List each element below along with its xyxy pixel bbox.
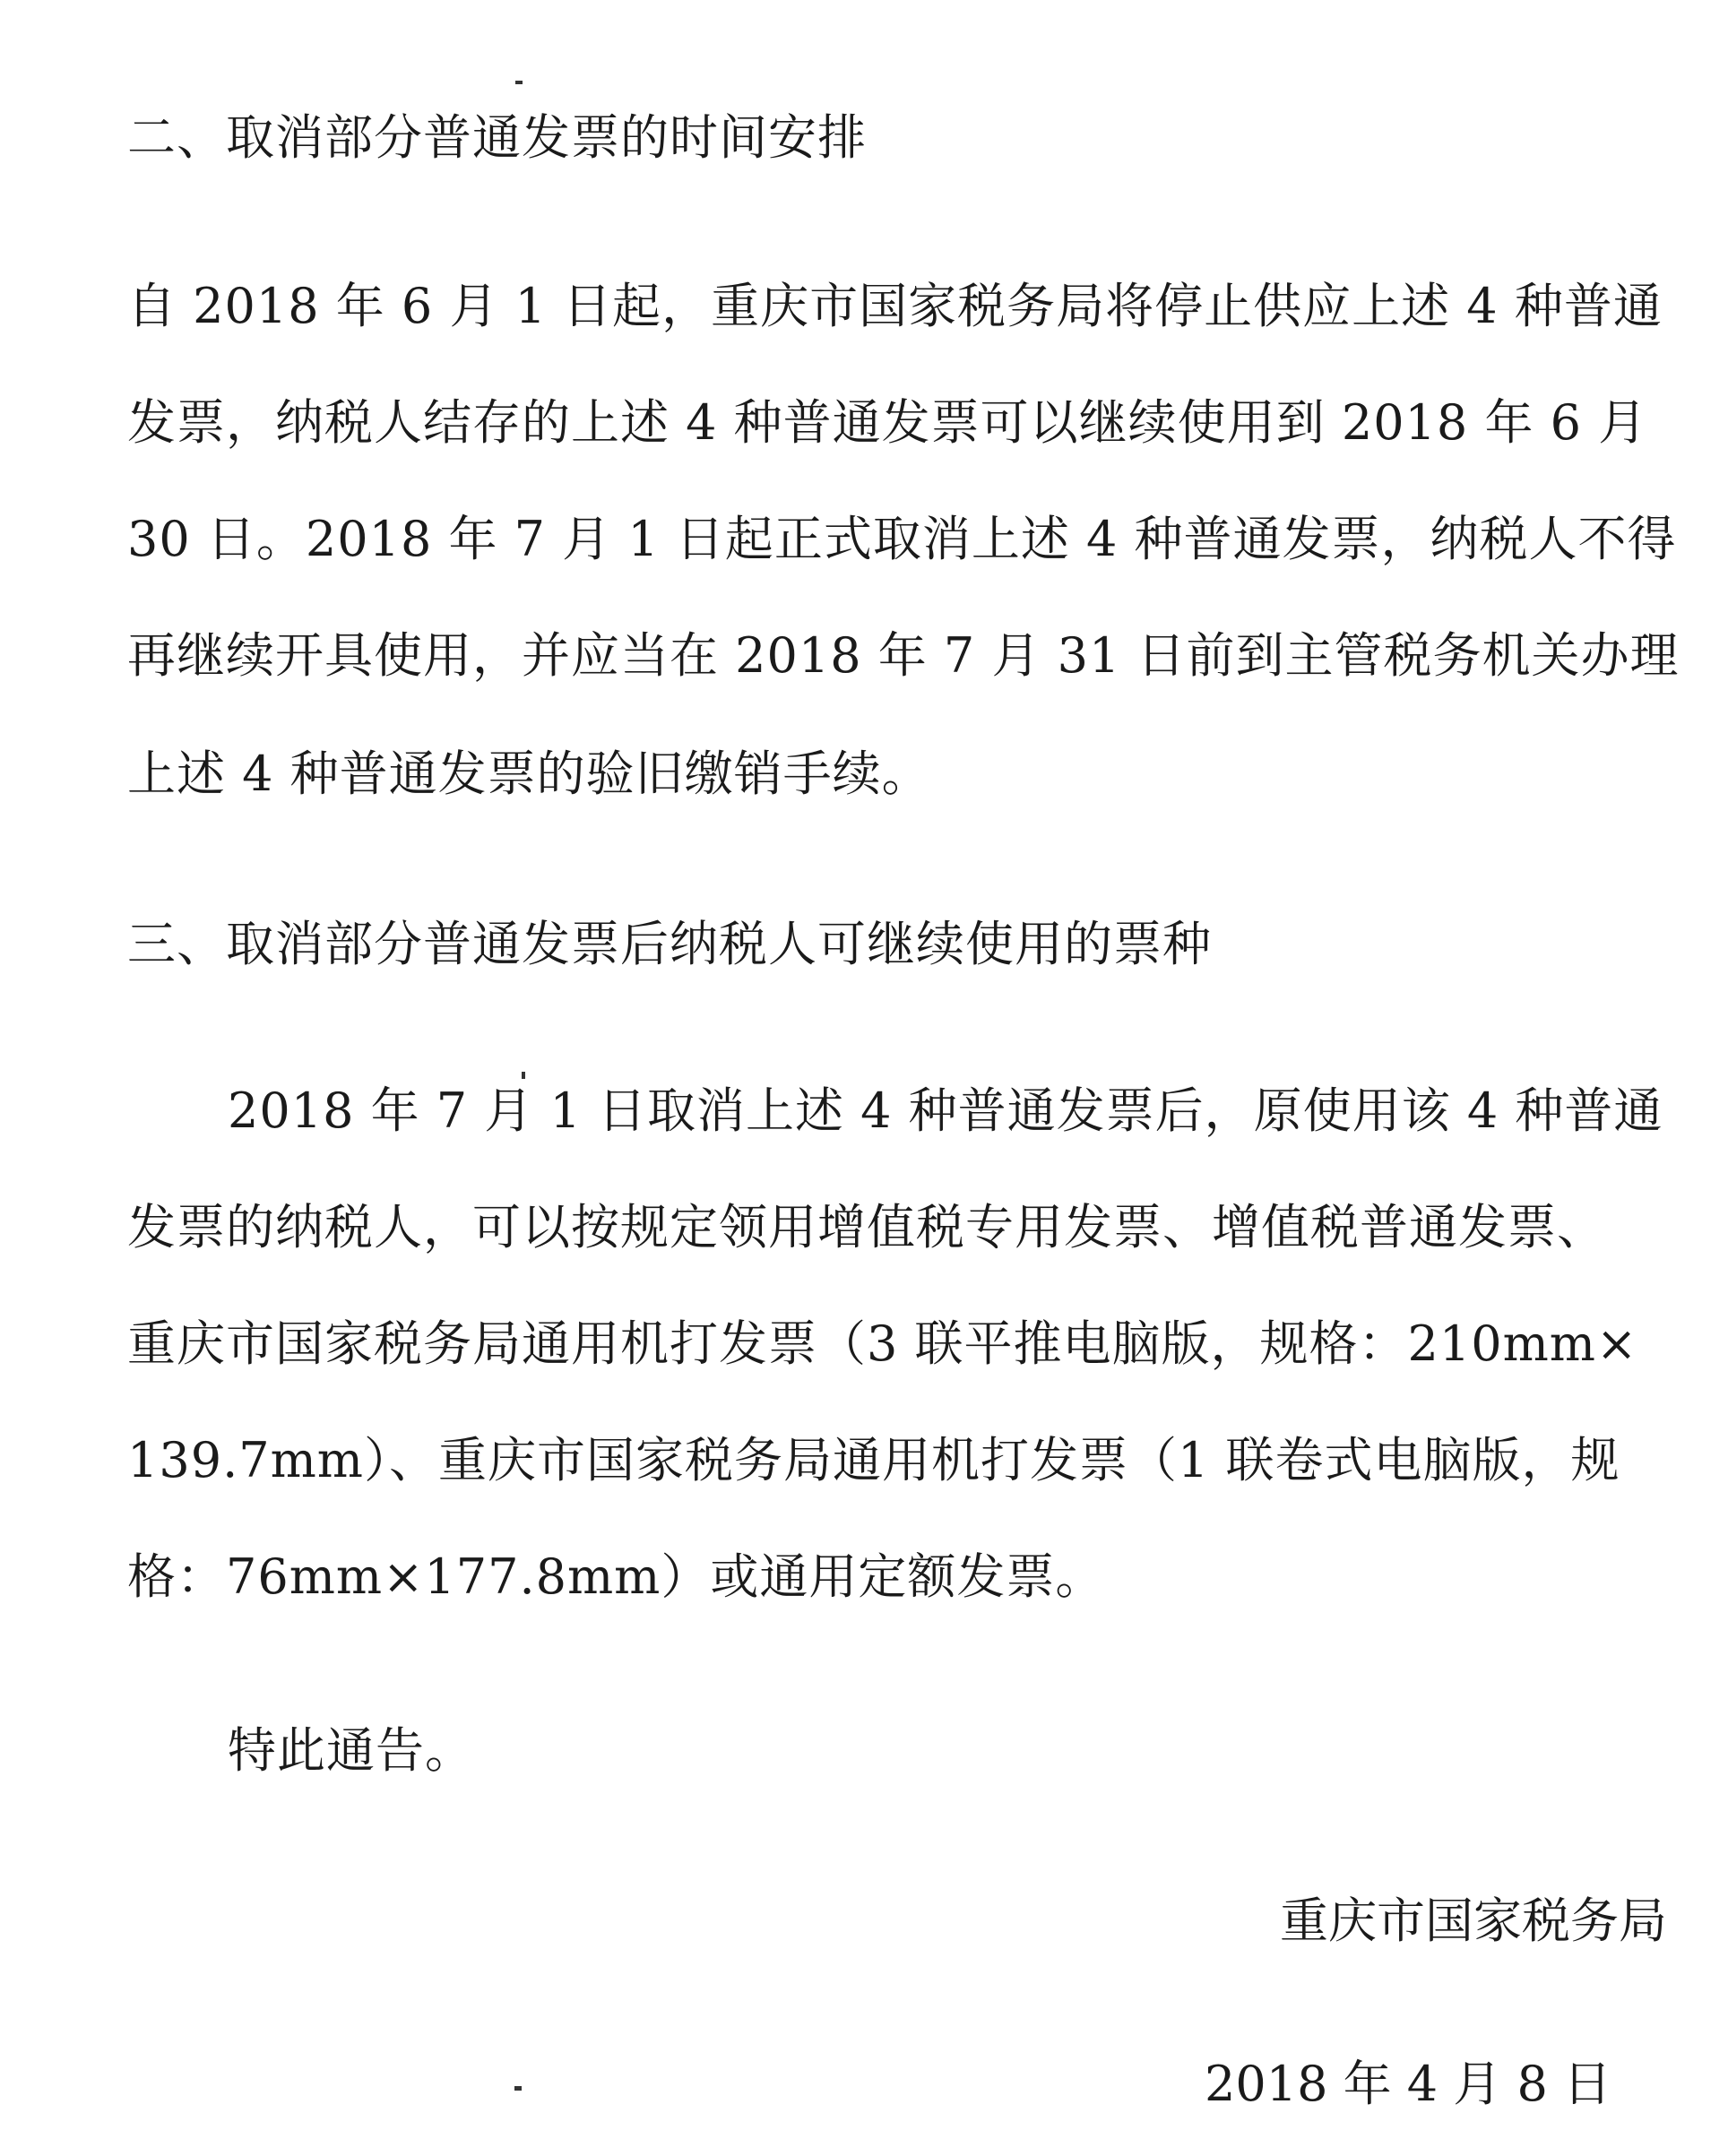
section-2-line-1: 自 2018 年 6 月 1 日起，重庆市国家税务局将停止供应上述 4 种普通: [127, 278, 1663, 334]
section-2-heading: 二、取消部分普通发票的时间安排: [127, 109, 867, 166]
section-3-line-2: 发票的纳税人，可以按规定领用增值税专用发票、增值税普通发票、: [127, 1199, 1606, 1255]
section-2-line-2: 发票，纳税人结存的上述 4 种普通发票可以继续使用到 2018 年 6 月: [127, 394, 1648, 451]
section-2-line-5: 上述 4 种普通发票的验旧缴销手续。: [127, 746, 931, 802]
section-3-heading: 三、取消部分普通发票后纳税人可继续使用的票种: [127, 916, 1212, 972]
section-2-line-3: 30 日。2018 年 7 月 1 日起正式取消上述 4 种普通发票，纳税人不得: [127, 511, 1677, 567]
issue-date: 2018 年 4 月 8 日: [1205, 2056, 1611, 2112]
section-2-line-4: 再继续开具使用，并应当在 2018 年 7 月 31 日前到主管税务机关办理: [127, 627, 1680, 684]
scan-speck: [522, 1072, 525, 1079]
section-3-line-3: 重庆市国家税务局通用机打发票（3 联平推电脑版，规格：210mm×: [127, 1315, 1638, 1372]
closing-text: 特此通告。: [228, 1722, 474, 1779]
section-3-line-1: 2018 年 7 月 1 日取消上述 4 种普通发票后，原使用该 4 种普通: [228, 1082, 1663, 1139]
scan-speck: [515, 81, 523, 84]
section-3-line-4: 139.7mm）、重庆市国家税务局通用机打发票（1 联卷式电脑版，规: [127, 1432, 1620, 1488]
scan-speck: [514, 2086, 522, 2091]
section-3-line-5: 格：76mm×177.8mm）或通用定额发票。: [127, 1548, 1105, 1605]
issuer-name: 重庆市国家税务局: [1280, 1893, 1667, 1949]
